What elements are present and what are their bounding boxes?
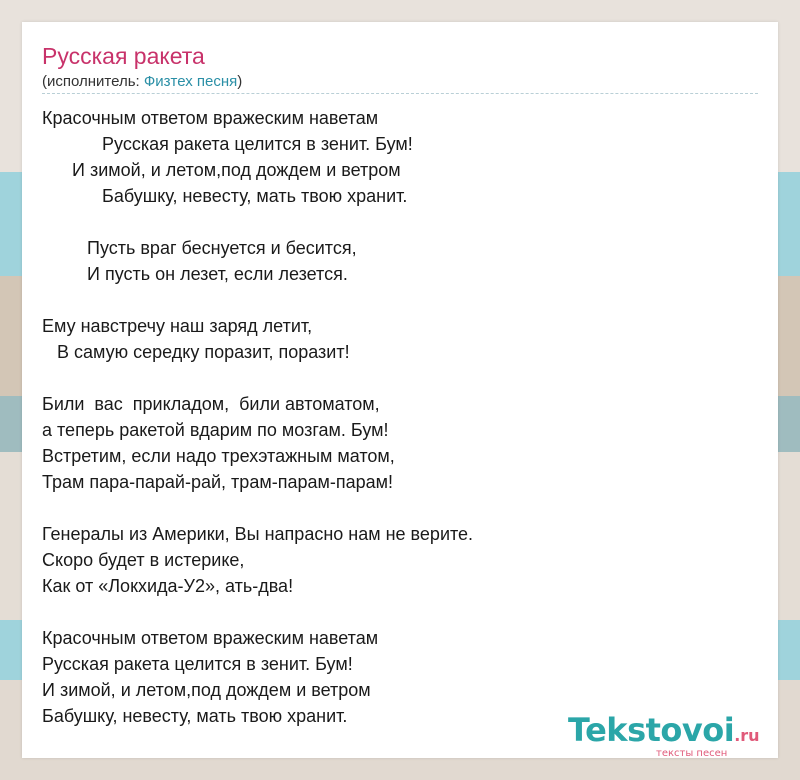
lyric-line: Бабушку, невесту, мать твою хранит. [42,706,348,726]
title-divider [42,93,758,94]
lyric-line: Красочным ответом вражеским наветам [42,628,379,648]
lyric-line: Пусть враг беснуется и бесится, [42,238,357,258]
stanza-break [42,287,758,313]
lyric-line: И зимой, и летом,под дождем и ветром [42,680,371,700]
lyric-line: И зимой, и летом,под дождем и ветром [42,160,401,180]
lyric-line: Встретим, если надо трехэтажным матом, [42,446,395,466]
lyric-line: Ему навстречу наш заряд летит, [42,316,313,336]
logo-name: Tekstovoi [568,711,735,749]
lyrics-text [42,105,758,729]
lyric-line: Скоро будет в истерике, [42,550,245,570]
lyrics-card [22,22,778,758]
logo-tld: .ru [734,726,760,745]
lyric-line: а теперь ракетой вдарим по мозгам. Бум! [42,420,389,440]
song-title: Русская ракета [42,43,205,69]
stanza-break [42,495,758,521]
stanza-break [42,209,758,235]
logo-tagline: тексты песен [656,748,728,759]
lyric-line: Русская ракета целится в зенит. Бум! [42,654,353,674]
lyric-line: Били вас прикладом, били автоматом, [42,394,380,414]
lyric-line: И пусть он лезет, если лезется. [42,264,348,284]
lyric-line: Генералы из Америки, Вы напрасно нам не верите. [42,524,474,544]
site-logo[interactable] [568,712,778,758]
artist-link[interactable]: Физтех песня [143,73,238,90]
artist-prefix: (исполнитель: [42,73,144,90]
lyric-line: В самую середку поразит, поразит! [42,342,350,362]
lyric-line: Русская ракета целится в зенит. Бум! [42,134,413,154]
stanza-break [42,365,758,391]
lyric-line: Как от «Локхида-У2», ать-два! [42,576,294,596]
lyric-line: Трам пара-парай-рай, трам-парам-парам! [42,472,393,492]
lyric-line: Красочным ответом вражеским наветам [42,108,379,128]
stanza-break [42,599,758,625]
artist-suffix: ) [237,73,243,90]
artist-line [42,73,242,91]
lyric-line: Бабушку, невесту, мать твою хранит. [42,186,408,206]
